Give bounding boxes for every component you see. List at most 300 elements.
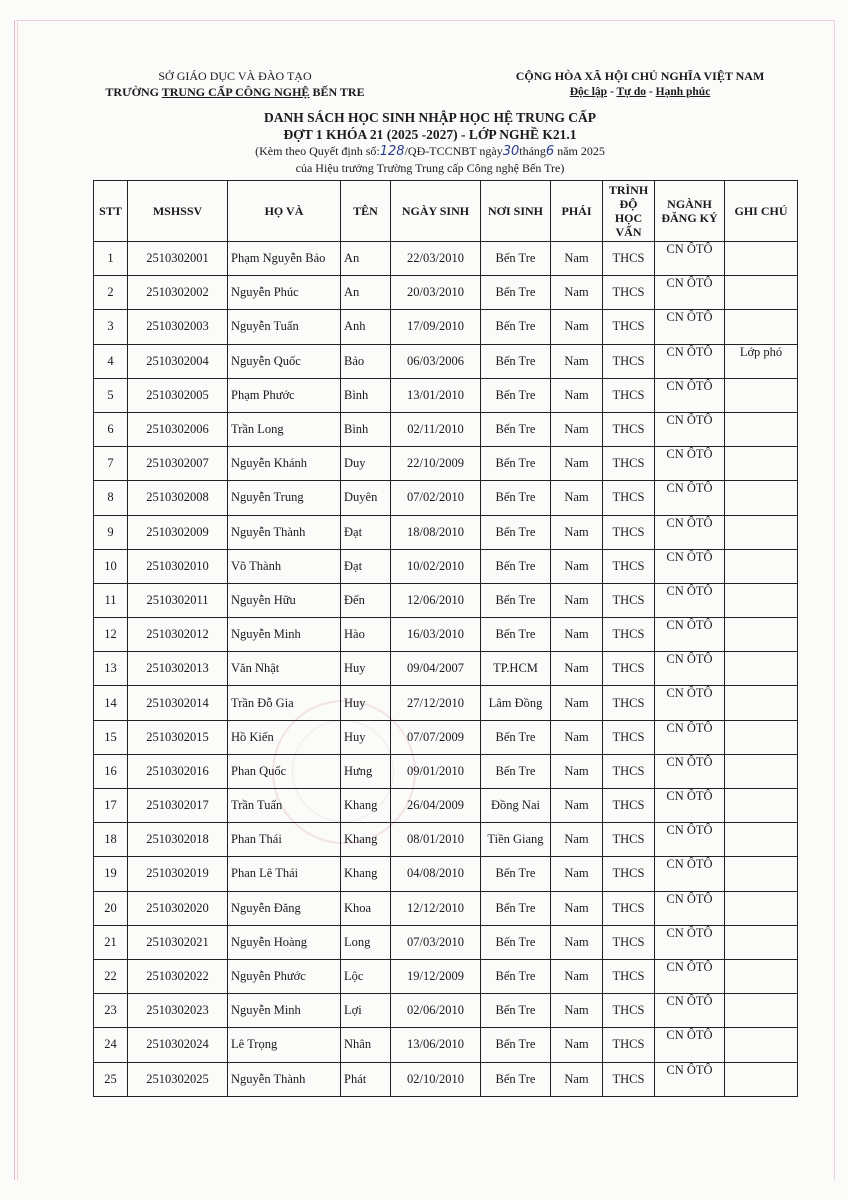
cell-ngay-sinh: 17/09/2010 bbox=[391, 310, 481, 344]
cell-ngay-sinh: 18/08/2010 bbox=[391, 515, 481, 549]
cell-ngay-sinh: 08/01/2010 bbox=[391, 823, 481, 857]
cell-ten: Huy bbox=[341, 652, 391, 686]
cell-phai: Nam bbox=[551, 652, 603, 686]
cell-trinh-do: THCS bbox=[603, 583, 655, 617]
cell-ngay-sinh: 13/06/2010 bbox=[391, 1028, 481, 1062]
cell-phai: Nam bbox=[551, 994, 603, 1028]
col-header-ho-va: HỌ VÀ bbox=[228, 181, 341, 242]
cell-trinh-do: THCS bbox=[603, 686, 655, 720]
cell-ten: Bình bbox=[341, 378, 391, 412]
cell-nganh: CN ÔTÔ bbox=[655, 959, 725, 993]
cell-ho-va: Phạm Nguyễn Bảo bbox=[228, 242, 341, 276]
cell-ten: Đạt bbox=[341, 549, 391, 583]
student-table bbox=[93, 180, 798, 1097]
cell-mshssv: 2510302006 bbox=[128, 412, 228, 446]
cell-phai: Nam bbox=[551, 583, 603, 617]
cell-ghi-chu bbox=[725, 823, 798, 857]
cell-ho-va: Nguyễn Minh bbox=[228, 994, 341, 1028]
cell-mshssv: 2510302003 bbox=[128, 310, 228, 344]
table-row bbox=[94, 720, 798, 754]
margin-rule bbox=[17, 20, 18, 1180]
cell-ho-va: Phạm Phước bbox=[228, 378, 341, 412]
table-row bbox=[94, 959, 798, 993]
cell-ho-va: Phan Lê Thái bbox=[228, 857, 341, 891]
cell-phai: Nam bbox=[551, 618, 603, 652]
cell-mshssv: 2510302004 bbox=[128, 344, 228, 378]
cell-mshssv: 2510302014 bbox=[128, 686, 228, 720]
cell-phai: Nam bbox=[551, 549, 603, 583]
cell-ghi-chu bbox=[725, 925, 798, 959]
cell-phai: Nam bbox=[551, 412, 603, 446]
cell-mshssv: 2510302018 bbox=[128, 823, 228, 857]
cell-phai: Nam bbox=[551, 378, 603, 412]
cell-stt: 20 bbox=[94, 891, 128, 925]
cell-ngay-sinh: 10/02/2010 bbox=[391, 549, 481, 583]
cell-ghi-chu bbox=[725, 618, 798, 652]
cell-ngay-sinh: 07/02/2010 bbox=[391, 481, 481, 515]
cell-stt: 6 bbox=[94, 412, 128, 446]
decision-number-handwritten: 128 bbox=[379, 144, 405, 159]
agency-name-underlined: TRUNG CẤP CÔNG NGHỆ bbox=[161, 85, 310, 99]
cell-ten: Duyên bbox=[341, 481, 391, 515]
cell-ghi-chu bbox=[725, 310, 798, 344]
cell-nganh: CN ÔTÔ bbox=[655, 310, 725, 344]
cell-noi-sinh: Bến Tre bbox=[481, 618, 551, 652]
cell-ho-va: Nguyễn Tuấn bbox=[228, 310, 341, 344]
cell-phai: Nam bbox=[551, 481, 603, 515]
cell-stt: 3 bbox=[94, 310, 128, 344]
cell-trinh-do: THCS bbox=[603, 276, 655, 310]
cell-stt: 1 bbox=[94, 242, 128, 276]
cell-ngay-sinh: 13/01/2010 bbox=[391, 378, 481, 412]
cell-noi-sinh: Tiền Giang bbox=[481, 823, 551, 857]
table-row bbox=[94, 994, 798, 1028]
cell-stt: 9 bbox=[94, 515, 128, 549]
cell-nganh: CN ÔTÔ bbox=[655, 618, 725, 652]
cell-phai: Nam bbox=[551, 925, 603, 959]
cell-noi-sinh: Bến Tre bbox=[481, 310, 551, 344]
cell-noi-sinh: Bến Tre bbox=[481, 242, 551, 276]
cell-trinh-do: THCS bbox=[603, 925, 655, 959]
cell-ho-va: Nguyễn Phúc bbox=[228, 276, 341, 310]
national-motto bbox=[480, 84, 800, 100]
cell-ngay-sinh: 16/03/2010 bbox=[391, 618, 481, 652]
cell-trinh-do: THCS bbox=[603, 823, 655, 857]
table-row bbox=[94, 754, 798, 788]
cell-ghi-chu bbox=[725, 686, 798, 720]
cell-noi-sinh: Bến Tre bbox=[481, 481, 551, 515]
cell-stt: 2 bbox=[94, 276, 128, 310]
cell-nganh: CN ÔTÔ bbox=[655, 481, 725, 515]
cell-trinh-do: THCS bbox=[603, 789, 655, 823]
cell-noi-sinh: Bến Tre bbox=[481, 754, 551, 788]
cell-trinh-do: THCS bbox=[603, 720, 655, 754]
cell-noi-sinh: Bến Tre bbox=[481, 583, 551, 617]
cell-stt: 11 bbox=[94, 583, 128, 617]
margin-rule bbox=[14, 20, 15, 1180]
cell-mshssv: 2510302022 bbox=[128, 959, 228, 993]
cell-mshssv: 2510302009 bbox=[128, 515, 228, 549]
cell-mshssv: 2510302005 bbox=[128, 378, 228, 412]
cell-mshssv: 2510302023 bbox=[128, 994, 228, 1028]
cell-mshssv: 2510302019 bbox=[128, 857, 228, 891]
cell-noi-sinh: Bến Tre bbox=[481, 549, 551, 583]
col-header-noi-sinh: NƠI SINH bbox=[481, 181, 551, 242]
table-row bbox=[94, 481, 798, 515]
decision-text: tháng bbox=[519, 144, 546, 158]
cell-trinh-do: THCS bbox=[603, 344, 655, 378]
table-row bbox=[94, 242, 798, 276]
cell-ten: Khang bbox=[341, 857, 391, 891]
cell-mshssv: 2510302013 bbox=[128, 652, 228, 686]
decision-text: (Kèm theo Quyết định số: bbox=[255, 144, 380, 158]
cell-mshssv: 2510302016 bbox=[128, 754, 228, 788]
cell-stt: 10 bbox=[94, 549, 128, 583]
cell-ho-va: Nguyễn Đăng bbox=[228, 891, 341, 925]
agency-header bbox=[100, 68, 370, 100]
cell-noi-sinh: Bến Tre bbox=[481, 925, 551, 959]
table-row bbox=[94, 276, 798, 310]
cell-stt: 24 bbox=[94, 1028, 128, 1062]
cell-ghi-chu bbox=[725, 583, 798, 617]
table-row bbox=[94, 891, 798, 925]
cell-trinh-do: THCS bbox=[603, 310, 655, 344]
cell-ghi-chu bbox=[725, 276, 798, 310]
cell-trinh-do: THCS bbox=[603, 481, 655, 515]
cell-mshssv: 2510302015 bbox=[128, 720, 228, 754]
cell-nganh: CN ÔTÔ bbox=[655, 720, 725, 754]
cell-noi-sinh: Đồng Nai bbox=[481, 789, 551, 823]
decision-issuer: của Hiệu trưởng Trường Trung cấp Công nghệ Bến Tre) bbox=[295, 161, 565, 175]
cell-nganh: CN ÔTÔ bbox=[655, 789, 725, 823]
cell-stt: 25 bbox=[94, 1062, 128, 1096]
cell-phai: Nam bbox=[551, 720, 603, 754]
col-header-nganh: NGÀNH ĐĂNG KÝ bbox=[655, 181, 725, 242]
cell-phai: Nam bbox=[551, 515, 603, 549]
cell-noi-sinh: TP.HCM bbox=[481, 652, 551, 686]
cell-phai: Nam bbox=[551, 686, 603, 720]
motto-part2: Tự do bbox=[616, 86, 647, 98]
decision-day-handwritten: 30 bbox=[502, 144, 520, 159]
cell-mshssv: 2510302025 bbox=[128, 1062, 228, 1096]
table-row bbox=[94, 618, 798, 652]
cell-stt: 8 bbox=[94, 481, 128, 515]
cell-phai: Nam bbox=[551, 310, 603, 344]
cell-noi-sinh: Bến Tre bbox=[481, 959, 551, 993]
table-row bbox=[94, 823, 798, 857]
cell-noi-sinh: Lâm Đồng bbox=[481, 686, 551, 720]
cell-mshssv: 2510302002 bbox=[128, 276, 228, 310]
motto-part3: Hạnh phúc bbox=[655, 86, 711, 98]
cell-ten: Khang bbox=[341, 823, 391, 857]
cell-noi-sinh: Bến Tre bbox=[481, 515, 551, 549]
cell-ngay-sinh: 07/07/2009 bbox=[391, 720, 481, 754]
cell-ghi-chu bbox=[725, 891, 798, 925]
col-header-stt: STT bbox=[94, 181, 128, 242]
cell-nganh: CN ÔTÔ bbox=[655, 925, 725, 959]
decision-text: năm 2025 bbox=[554, 144, 605, 158]
cell-phai: Nam bbox=[551, 447, 603, 481]
cell-stt: 22 bbox=[94, 959, 128, 993]
col-header-ghi-chu: GHI CHÚ bbox=[725, 181, 798, 242]
cell-trinh-do: THCS bbox=[603, 754, 655, 788]
cell-ten: Khoa bbox=[341, 891, 391, 925]
cell-nganh: CN ÔTÔ bbox=[655, 515, 725, 549]
cell-ghi-chu bbox=[725, 549, 798, 583]
cell-ghi-chu bbox=[725, 447, 798, 481]
margin-rule bbox=[834, 20, 835, 1180]
cell-trinh-do: THCS bbox=[603, 549, 655, 583]
title-line2: ĐỢT 1 KHÓA 21 (2025 -2027) - LỚP NGHỀ K21.1 bbox=[283, 127, 577, 142]
cell-nganh: CN ÔTÔ bbox=[655, 1062, 725, 1096]
cell-ten: Hào bbox=[341, 618, 391, 652]
cell-ho-va: Văn Nhật bbox=[228, 652, 341, 686]
cell-ghi-chu bbox=[725, 481, 798, 515]
cell-ho-va: Phan Quốc bbox=[228, 754, 341, 788]
cell-stt: 7 bbox=[94, 447, 128, 481]
cell-ghi-chu bbox=[725, 789, 798, 823]
cell-stt: 23 bbox=[94, 994, 128, 1028]
cell-ten: Bình bbox=[341, 412, 391, 446]
cell-ghi-chu bbox=[725, 1028, 798, 1062]
table-header-row bbox=[94, 181, 798, 242]
table-row bbox=[94, 583, 798, 617]
cell-ngay-sinh: 12/06/2010 bbox=[391, 583, 481, 617]
cell-ten: Anh bbox=[341, 310, 391, 344]
cell-ho-va: Nguyễn Thành bbox=[228, 1062, 341, 1096]
cell-phai: Nam bbox=[551, 789, 603, 823]
cell-ten: Đến bbox=[341, 583, 391, 617]
cell-trinh-do: THCS bbox=[603, 857, 655, 891]
cell-ten: An bbox=[341, 276, 391, 310]
cell-ngay-sinh: 04/08/2010 bbox=[391, 857, 481, 891]
cell-ho-va: Nguyễn Khánh bbox=[228, 447, 341, 481]
cell-ho-va: Nguyễn Phước bbox=[228, 959, 341, 993]
table-row bbox=[94, 378, 798, 412]
table-row bbox=[94, 1028, 798, 1062]
cell-stt: 17 bbox=[94, 789, 128, 823]
table-row bbox=[94, 344, 798, 378]
table-row bbox=[94, 515, 798, 549]
cell-ho-va: Nguyễn Thành bbox=[228, 515, 341, 549]
cell-phai: Nam bbox=[551, 1028, 603, 1062]
cell-ho-va: Trần Đỗ Gia bbox=[228, 686, 341, 720]
cell-trinh-do: THCS bbox=[603, 891, 655, 925]
agency-prefix: TRƯỜNG bbox=[105, 85, 159, 99]
cell-nganh: CN ÔTÔ bbox=[655, 447, 725, 481]
cell-ghi-chu bbox=[725, 515, 798, 549]
cell-nganh: CN ÔTÔ bbox=[655, 857, 725, 891]
cell-stt: 14 bbox=[94, 686, 128, 720]
table-row bbox=[94, 857, 798, 891]
cell-ghi-chu bbox=[725, 242, 798, 276]
cell-trinh-do: THCS bbox=[603, 1028, 655, 1062]
cell-phai: Nam bbox=[551, 242, 603, 276]
cell-ngay-sinh: 06/03/2006 bbox=[391, 344, 481, 378]
agency-line1: SỞ GIÁO DỤC VÀ ĐÀO TẠO bbox=[158, 69, 312, 83]
cell-noi-sinh: Bến Tre bbox=[481, 447, 551, 481]
cell-ngay-sinh: 02/06/2010 bbox=[391, 994, 481, 1028]
cell-nganh: CN ÔTÔ bbox=[655, 1028, 725, 1062]
cell-nganh: CN ÔTÔ bbox=[655, 549, 725, 583]
cell-trinh-do: THCS bbox=[603, 242, 655, 276]
cell-ghi-chu bbox=[725, 652, 798, 686]
cell-ngay-sinh: 20/03/2010 bbox=[391, 276, 481, 310]
cell-trinh-do: THCS bbox=[603, 652, 655, 686]
cell-ho-va: Hồ Kiến bbox=[228, 720, 341, 754]
cell-ngay-sinh: 22/10/2009 bbox=[391, 447, 481, 481]
cell-mshssv: 2510302011 bbox=[128, 583, 228, 617]
cell-trinh-do: THCS bbox=[603, 618, 655, 652]
cell-ngay-sinh: 27/12/2010 bbox=[391, 686, 481, 720]
cell-noi-sinh: Bến Tre bbox=[481, 1062, 551, 1096]
cell-phai: Nam bbox=[551, 891, 603, 925]
cell-trinh-do: THCS bbox=[603, 378, 655, 412]
col-header-ten: TÊN bbox=[341, 181, 391, 242]
cell-ngay-sinh: 09/04/2007 bbox=[391, 652, 481, 686]
agency-suffix: BẾN TRE bbox=[312, 85, 365, 99]
table-row bbox=[94, 549, 798, 583]
national-title: CỘNG HÒA XÃ HỘI CHỦ NGHĨA VIỆT NAM bbox=[515, 69, 765, 83]
cell-trinh-do: THCS bbox=[603, 994, 655, 1028]
decision-month-handwritten: 6 bbox=[545, 144, 555, 159]
cell-ngay-sinh: 02/10/2010 bbox=[391, 1062, 481, 1096]
cell-ho-va: Nguyễn Hữu bbox=[228, 583, 341, 617]
cell-phai: Nam bbox=[551, 276, 603, 310]
table-row bbox=[94, 789, 798, 823]
cell-ngay-sinh: 07/03/2010 bbox=[391, 925, 481, 959]
cell-ghi-chu bbox=[725, 754, 798, 788]
motto-sep: - bbox=[607, 86, 617, 98]
national-header bbox=[480, 68, 800, 100]
motto-part1: Độc lập bbox=[569, 86, 608, 98]
table-body bbox=[94, 242, 798, 1097]
cell-mshssv: 2510302021 bbox=[128, 925, 228, 959]
decision-reference bbox=[160, 143, 700, 160]
cell-ngay-sinh: 26/04/2009 bbox=[391, 789, 481, 823]
cell-mshssv: 2510302010 bbox=[128, 549, 228, 583]
cell-trinh-do: THCS bbox=[603, 1062, 655, 1096]
cell-nganh: CN ÔTÔ bbox=[655, 652, 725, 686]
cell-stt: 15 bbox=[94, 720, 128, 754]
cell-noi-sinh: Bến Tre bbox=[481, 276, 551, 310]
cell-ten: Hưng bbox=[341, 754, 391, 788]
cell-ten: Phát bbox=[341, 1062, 391, 1096]
cell-ten: Lộc bbox=[341, 959, 391, 993]
cell-trinh-do: THCS bbox=[603, 447, 655, 481]
cell-ngay-sinh: 22/03/2010 bbox=[391, 242, 481, 276]
cell-phai: Nam bbox=[551, 344, 603, 378]
cell-ho-va: Trần Long bbox=[228, 412, 341, 446]
cell-stt: 18 bbox=[94, 823, 128, 857]
cell-nganh: CN ÔTÔ bbox=[655, 344, 725, 378]
col-header-phai: PHÁI bbox=[551, 181, 603, 242]
cell-ghi-chu bbox=[725, 1062, 798, 1096]
cell-noi-sinh: Bến Tre bbox=[481, 378, 551, 412]
cell-stt: 5 bbox=[94, 378, 128, 412]
cell-ho-va: Nguyễn Hoàng bbox=[228, 925, 341, 959]
cell-phai: Nam bbox=[551, 959, 603, 993]
cell-mshssv: 2510302012 bbox=[128, 618, 228, 652]
cell-mshssv: 2510302001 bbox=[128, 242, 228, 276]
cell-stt: 13 bbox=[94, 652, 128, 686]
cell-nganh: CN ÔTÔ bbox=[655, 994, 725, 1028]
cell-ghi-chu bbox=[725, 378, 798, 412]
title-line1: DANH SÁCH HỌC SINH NHẬP HỌC HỆ TRUNG CẤP bbox=[263, 110, 597, 125]
cell-ten: Bảo bbox=[341, 344, 391, 378]
table-row bbox=[94, 447, 798, 481]
cell-stt: 21 bbox=[94, 925, 128, 959]
cell-stt: 19 bbox=[94, 857, 128, 891]
cell-ho-va: Trần Tuấn bbox=[228, 789, 341, 823]
agency-line2 bbox=[100, 84, 370, 100]
cell-stt: 16 bbox=[94, 754, 128, 788]
cell-mshssv: 2510302007 bbox=[128, 447, 228, 481]
cell-ngay-sinh: 19/12/2009 bbox=[391, 959, 481, 993]
cell-ho-va: Lê Trọng bbox=[228, 1028, 341, 1062]
col-header-mshssv: MSHSSV bbox=[128, 181, 228, 242]
cell-ten: Duy bbox=[341, 447, 391, 481]
table-row bbox=[94, 310, 798, 344]
cell-noi-sinh: Bến Tre bbox=[481, 720, 551, 754]
cell-noi-sinh: Bến Tre bbox=[481, 857, 551, 891]
cell-noi-sinh: Bến Tre bbox=[481, 1028, 551, 1062]
cell-ten: Huy bbox=[341, 686, 391, 720]
cell-trinh-do: THCS bbox=[603, 412, 655, 446]
cell-phai: Nam bbox=[551, 857, 603, 891]
cell-ghi-chu bbox=[725, 412, 798, 446]
cell-ho-va: Nguyễn Trung bbox=[228, 481, 341, 515]
decision-text: /QĐ-TCCNBT ngày bbox=[404, 144, 503, 158]
cell-ten: Long bbox=[341, 925, 391, 959]
cell-ho-va: Nguyễn Quốc bbox=[228, 344, 341, 378]
col-header-trinh-do: TRÌNH ĐỘ HỌC VẤN bbox=[603, 181, 655, 242]
cell-noi-sinh: Bến Tre bbox=[481, 891, 551, 925]
cell-nganh: CN ÔTÔ bbox=[655, 754, 725, 788]
cell-ten: Khang bbox=[341, 789, 391, 823]
cell-stt: 12 bbox=[94, 618, 128, 652]
cell-mshssv: 2510302024 bbox=[128, 1028, 228, 1062]
cell-noi-sinh: Bến Tre bbox=[481, 344, 551, 378]
cell-ten: Lợi bbox=[341, 994, 391, 1028]
cell-nganh: CN ÔTÔ bbox=[655, 891, 725, 925]
cell-stt: 4 bbox=[94, 344, 128, 378]
cell-ngay-sinh: 12/12/2010 bbox=[391, 891, 481, 925]
cell-ghi-chu bbox=[725, 720, 798, 754]
table-row bbox=[94, 652, 798, 686]
cell-ngay-sinh: 02/11/2010 bbox=[391, 412, 481, 446]
cell-mshssv: 2510302008 bbox=[128, 481, 228, 515]
cell-mshssv: 2510302020 bbox=[128, 891, 228, 925]
cell-ghi-chu bbox=[725, 857, 798, 891]
cell-phai: Nam bbox=[551, 754, 603, 788]
document-title bbox=[160, 109, 700, 176]
cell-nganh: CN ÔTÔ bbox=[655, 412, 725, 446]
cell-ten: Huy bbox=[341, 720, 391, 754]
table-row bbox=[94, 686, 798, 720]
cell-ho-va: Võ Thành bbox=[228, 549, 341, 583]
cell-ho-va: Phan Thái bbox=[228, 823, 341, 857]
cell-noi-sinh: Bến Tre bbox=[481, 994, 551, 1028]
cell-ghi-chu bbox=[725, 959, 798, 993]
cell-mshssv: 2510302017 bbox=[128, 789, 228, 823]
table-row bbox=[94, 1062, 798, 1096]
cell-phai: Nam bbox=[551, 1062, 603, 1096]
cell-ngay-sinh: 09/01/2010 bbox=[391, 754, 481, 788]
cell-noi-sinh: Bến Tre bbox=[481, 412, 551, 446]
cell-ten: Đạt bbox=[341, 515, 391, 549]
motto-sep: - bbox=[646, 86, 656, 98]
